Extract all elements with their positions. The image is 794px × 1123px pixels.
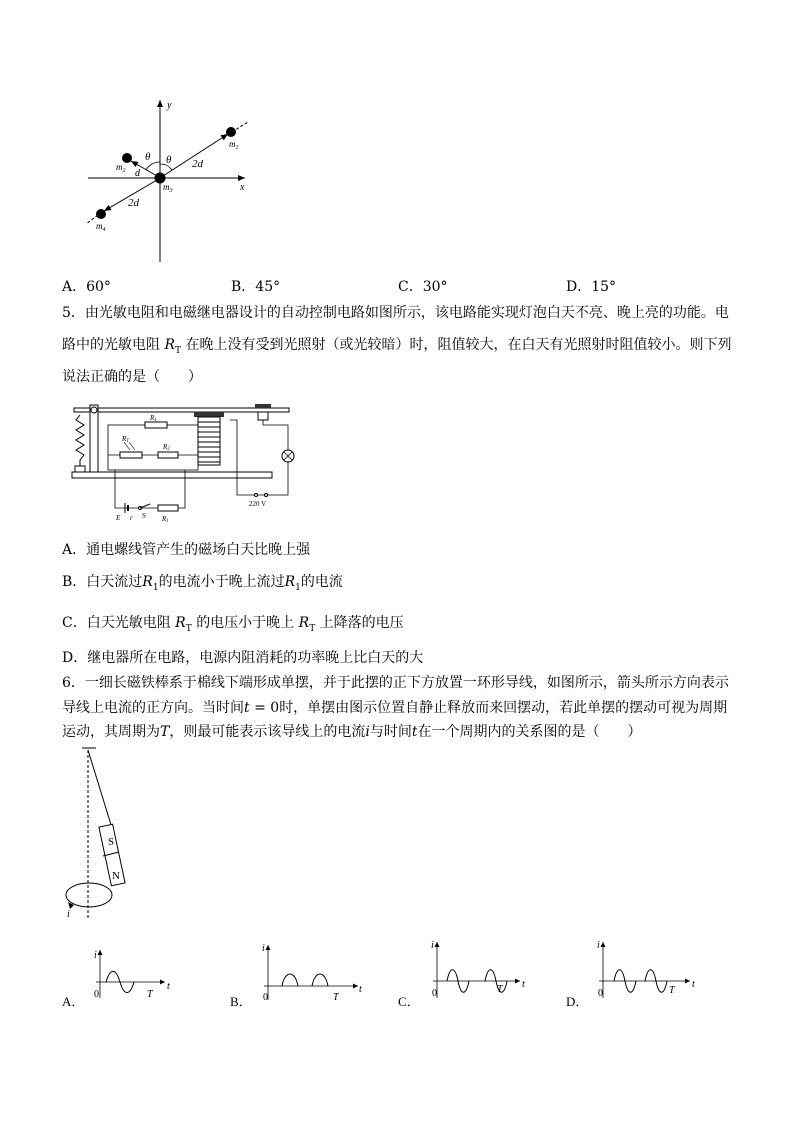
r-label: r <box>130 514 133 522</box>
r1-top-label: R1 <box>150 414 157 423</box>
relay-circuit-figure <box>65 400 305 525</box>
base-board <box>72 472 272 478</box>
voltage-label: 220 V <box>249 500 267 508</box>
switch-s <box>140 504 150 508</box>
ring-current-label: i <box>67 909 70 920</box>
svg-text:t: t <box>359 984 362 995</box>
q5-option-c: C．白天光敏电阻 $R_T$ 的电压小于晚上 $R_T$ 上降落的电压 <box>62 615 404 634</box>
graph-b-label: B． <box>230 994 252 1009</box>
two-d-label-lower: 2d <box>128 197 139 209</box>
q5-option-d: D．继电器所在电路，电源内阻消耗的功率晚上比白天的大 <box>62 650 424 666</box>
svg-text:T: T <box>669 985 675 996</box>
magnet-s-label: S <box>108 836 115 848</box>
q5-option-a: A．通电螺线管产生的磁场白天比晚上强 <box>62 542 311 558</box>
mass-m1 <box>226 127 236 137</box>
graph-c <box>398 940 525 1009</box>
q4-option-d: D．15° <box>566 279 617 295</box>
x-axis-label: x <box>240 182 245 193</box>
q5-line-1: 5．由光敏电阻和电磁继电器设计的自动控制电路如图所示，该电路能实现灯泡白天不亮、晚上亮的功能。电 <box>62 305 729 321</box>
graph-d <box>566 940 695 1009</box>
y-axis-label: y <box>167 100 172 111</box>
svg-text:t: t <box>522 979 525 990</box>
q6-line-1: 6．一细长磁铁棒系于棉线下端形成单摆，并于此摆的正下方放置一环形导线，如图所示，箭头所示方向表示 <box>62 675 729 691</box>
mass-coordinate-figure <box>80 95 260 270</box>
svg-text:t: t <box>692 979 695 990</box>
current-time-graphs <box>60 935 750 1015</box>
svg-text:0: 0 <box>94 989 99 1000</box>
m1-label: $m_1$ <box>229 139 239 151</box>
svg-text:i: i <box>94 950 97 961</box>
terminal-right <box>265 494 268 497</box>
armature-lever <box>74 408 289 412</box>
pendulum-string <box>88 750 112 828</box>
pendulum-figure <box>60 745 150 925</box>
resistor-r1-bottom <box>158 505 178 511</box>
r2-label: R2 <box>163 443 170 452</box>
m4-label: $m_4$ <box>96 221 106 233</box>
s-label: S <box>142 512 146 520</box>
e-label: E <box>116 514 121 522</box>
electromagnet-top <box>194 412 224 417</box>
two-d-label-upper: 2d <box>192 158 203 170</box>
inner-circuit-wire <box>108 425 198 470</box>
svg-text:T: T <box>497 984 503 995</box>
graph-a-label: A． <box>62 994 85 1009</box>
q4-option-b: B．45° <box>231 279 281 295</box>
svg-text:0: 0 <box>432 988 437 999</box>
theta-arc-left <box>146 162 160 170</box>
contact-top <box>255 404 271 408</box>
solenoid-coil <box>198 417 220 465</box>
rt-label: RT <box>122 435 130 444</box>
mass-m2 <box>122 153 132 163</box>
q6-line-2: 导线上电流的正方向。当时间t = 0时，单摆由图示位置自静止释放而来回摆动，若此单摆的摆动可视为周期 <box>62 700 728 716</box>
graph-d-label: D． <box>566 994 589 1009</box>
light-arrow-2 <box>129 442 135 450</box>
spring <box>76 415 84 472</box>
pivot-icon <box>91 407 97 413</box>
q4-option-c: C．30° <box>398 279 448 295</box>
pivot-post <box>90 405 98 472</box>
theta-label-left: θ <box>145 151 151 163</box>
q5-line-3: 说法正确的是（ ） <box>62 369 202 385</box>
graph-b <box>230 943 362 1009</box>
svg-text:i: i <box>597 940 600 951</box>
svg-text:i: i <box>431 940 434 951</box>
svg-text:T: T <box>147 989 153 1000</box>
contact-bottom <box>258 412 268 420</box>
m3-label: $m_3$ <box>163 182 173 194</box>
resistor-r2 <box>158 452 178 458</box>
ring-wire <box>66 883 112 907</box>
terminal-left <box>255 494 258 497</box>
m2-label: $m_2$ <box>116 162 126 174</box>
graph-c-label: C． <box>398 994 420 1009</box>
mass-m4 <box>96 209 106 219</box>
q5-option-b: B．白天流过$R_1$的电流小于晚上流过$R_1$的电流 <box>62 574 343 593</box>
theta-label-right: θ <box>166 154 172 166</box>
d-label: d <box>135 168 140 179</box>
svg-text:0: 0 <box>263 992 268 1003</box>
q5-line-2: 路中的光敏电阻 $R_T$ 在晚上没有受到光照射（或光较暗）时，阻值较大，在白天有光照射时阻值较小。则下列 <box>62 337 732 356</box>
photoresistor-rt <box>120 452 142 458</box>
spring-base <box>75 466 85 472</box>
svg-text:i: i <box>262 943 265 954</box>
q4-option-a: A．60° <box>62 279 111 295</box>
svg-text:T: T <box>333 992 339 1003</box>
magnet-n-label: N <box>112 870 120 882</box>
graph-a <box>62 950 170 1009</box>
svg-text:t: t <box>167 981 170 992</box>
svg-text:0: 0 <box>598 988 603 999</box>
graph-b-curve <box>282 974 328 986</box>
q6-line-3: 运动，其周期为T，则最可能表示该导线上的电流i与时间t在一个周期内的关系图的是（ ） <box>62 724 642 740</box>
r1-bottom-label: R1 <box>162 515 169 524</box>
lamp-circuit-wire <box>230 420 288 495</box>
